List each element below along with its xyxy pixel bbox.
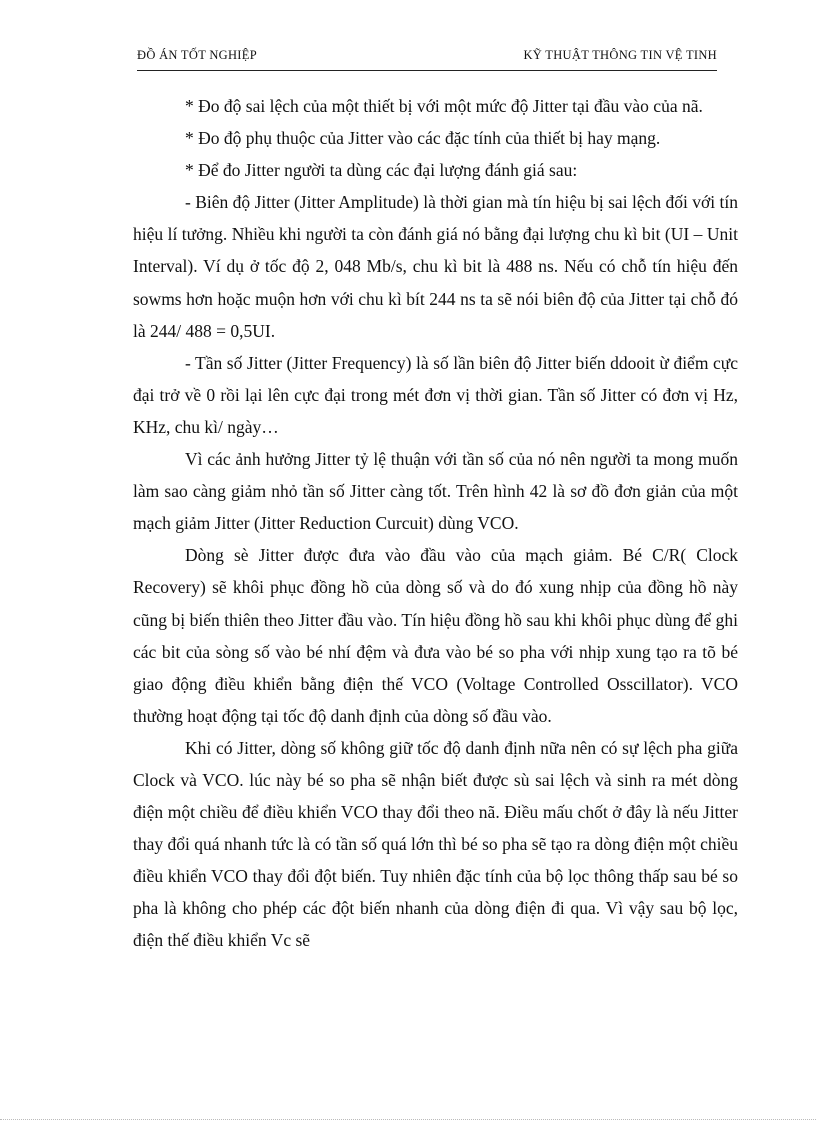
paragraph-jitter-reduction: Vì các ảnh hưởng Jitter tỷ lệ thuận với tần số của nó nên người ta mong muốn làm sao càng giảm nhỏ tần số Jitter càng tốt. Trên hình 42 là sơ đồ đơn giản của một mạch giảm Jitter (Jitter Reduction Curcuit) dùng VCO. (133, 449, 738, 534)
paragraph-bullet-3: * Để đo Jitter người ta dùng các đại lượng đánh giá sau: (185, 160, 578, 181)
footer-divider (0, 1119, 816, 1120)
paragraph-clock-recovery: Dòng sè Jitter được đưa vào đầu vào của mạch giảm. Bé C/R( Clock Recovery) sẽ khôi phục đồng hồ của dòng số và do đó xung nhịp của đồng hồ này cũng bị biến thiên theo Jitter đầu vào. Tín hiệu đồng hồ sau khi khôi phục dùng để ghi các bit của sòng số vào bé nhí đệm và đưa vào bé so pha với nhịp xung tạo ra tõ bé giao động điều khiển bằng điện thế VCO (Voltage Controlled Osscillator). VCO thường hoạt động tại tốc độ danh định của dòng số đầu vào. (133, 545, 738, 726)
header-right-title: KỸ THUẬT THÔNG TIN VỆ TINH (523, 48, 717, 62)
header-left-title: ĐỒ ÁN TỐT NGHIỆP (137, 48, 257, 62)
paragraph-jitter-frequency: - Tần số Jitter (Jitter Frequency) là số lần biên độ Jitter biến ddooit ừ điểm cực đại trở về 0 rồi lại lên cực đại trong mét đơn vị thời gian. Tần số Jitter có đơn vị Hz, KHz, chu kì/ ngày… (133, 352, 738, 437)
paragraph-bullet-1: * Đo độ sai lệch của một thiết bị với một mức độ Jitter tại đầu vào của nã. (185, 96, 703, 116)
paragraph-jitter-amplitude: - Biên độ Jitter (Jitter Amplitude) là thời gian mà tín hiệu bị sai lệch đối với tín hiệu lí tưởng. Nhiều khi người ta còn đánh giá nó bằng đại lượng chu kì bit (UI – Unit Interval). Ví dụ ở tốc độ 2, 048 Mb/s, chu kì bit là 488 ns. Nếu có chỗ tín hiệu đến sowms hơn hoặc muộn hơn với chu kì bít 244 ns ta sẽ nói biên độ của Jitter tại chỗ đó là 244/ 488 = 0,5UI. (133, 192, 738, 341)
paragraph-phase-comparator: Khi có Jitter, dòng số không giữ tốc độ danh định nữa nên có sự lệch pha giữa Clock và VCO. lúc này bé so pha sẽ nhận biết được sù sai lệch và sinh ra mét dòng điện một chiều để điều khiển VCO thay đổi theo nã. Điều mấu chốt ở đây là nếu Jitter thay đổi quá nhanh tức là có tần số quá lớn thì bé so pha sẽ tạo ra dòng điện một chiều điều khiển VCO thay đổi đột biến. Tuy nhiên đặc tính của bộ lọc thông thấp sau bé so pha là không cho phép các đột biến nhanh của dòng điện đi qua. Vì vậy sau bộ lọc, điện thế điều khiển Vc sẽ (133, 737, 738, 951)
page-header (137, 48, 717, 68)
document-body (133, 90, 738, 957)
paragraph-bullet-2: * Đo độ phụ thuộc của Jitter vào các đặc tính của thiết bị hay mạng. (185, 128, 661, 149)
header-divider (137, 70, 717, 71)
